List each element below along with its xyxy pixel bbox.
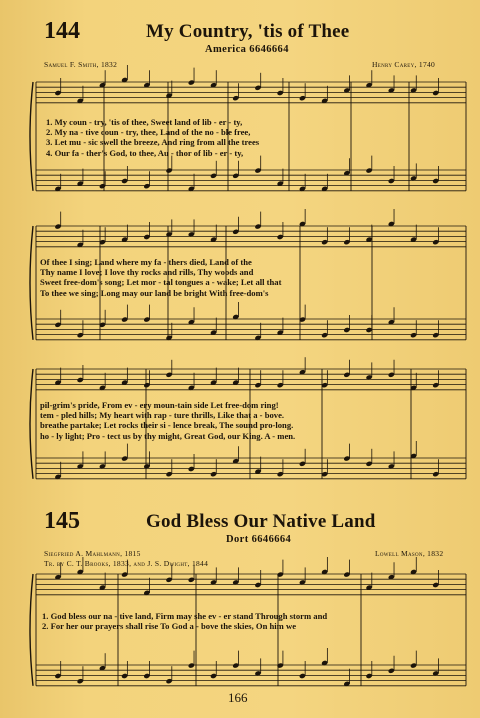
composer-credit: Henry Carey, 1740: [372, 60, 436, 69]
lyric-line: 2. My na - tive coun - try, thee, Land of the no - ble free,: [46, 127, 251, 138]
brace: [30, 82, 33, 191]
brace: [30, 226, 33, 340]
author-credit: Siegfried A. Mahlmann, 1815: [44, 549, 141, 558]
lyric-line: Sweet free-dom's song; Let mor - tal tongues a - wake; Let all that: [40, 277, 282, 288]
tune-name: Dort 6646664: [226, 534, 292, 545]
hymn-title: My Country, 'tis of Thee: [146, 21, 350, 42]
lyric-line: ho - ly light; Pro - tect us by thy might, Great God, our King. A - men.: [40, 430, 296, 441]
author-credit: Samuel F. Smith, 1832: [44, 60, 118, 69]
lyric-line: breathe partake; Let rocks their si - lence break, The sound pro-long.: [40, 420, 294, 431]
page-number: 166: [228, 690, 248, 705]
lyric-line: Of thee I sing; Land where my fa - thers died, Land of the: [40, 257, 252, 267]
lyric-line: Thy name I love; I love thy rocks and rills, Thy woods and: [40, 267, 254, 278]
lyric-line: 3. Let mu - sic swell the breeze, And ring from all the trees: [46, 137, 260, 148]
lyric-line: 4. Our fa - ther's God, to thee, Au - thor of lib - er - ty,: [46, 147, 244, 158]
hymn-number: 145: [44, 508, 80, 534]
hymn-title: God Bless Our Native Land: [146, 511, 376, 532]
lyric-line: 1. God bless our na - tive land, Firm may she ev - er stand Through storm and: [42, 611, 328, 621]
lyric-line: 2. For her our prayers shall rise To God a - bove the skies, On him we: [42, 621, 297, 632]
composer-credit: Lowell Mason, 1832: [375, 549, 444, 558]
lyric-line: To thee we sing; Long may our land be bright With free-dom's: [40, 287, 269, 298]
tune-name: America 6646664: [205, 44, 289, 55]
lyric-line: tem - pled hills; My heart with rap - ture thrills, Like that a - bove.: [40, 410, 285, 421]
translator-credit: Tr. by C. T. Brooks, 1833, and J. S. Dwight, 1844: [44, 559, 209, 568]
lyric-line: pil-grim's pride, From ev - ery moun-tain side Let free-dom ring!: [40, 400, 279, 410]
lyric-line: 1. My coun - try, 'tis of thee, Sweet land of lib - er - ty,: [46, 117, 243, 127]
hymn-number: 144: [44, 18, 80, 44]
brace: [30, 574, 33, 686]
brace: [30, 369, 33, 479]
